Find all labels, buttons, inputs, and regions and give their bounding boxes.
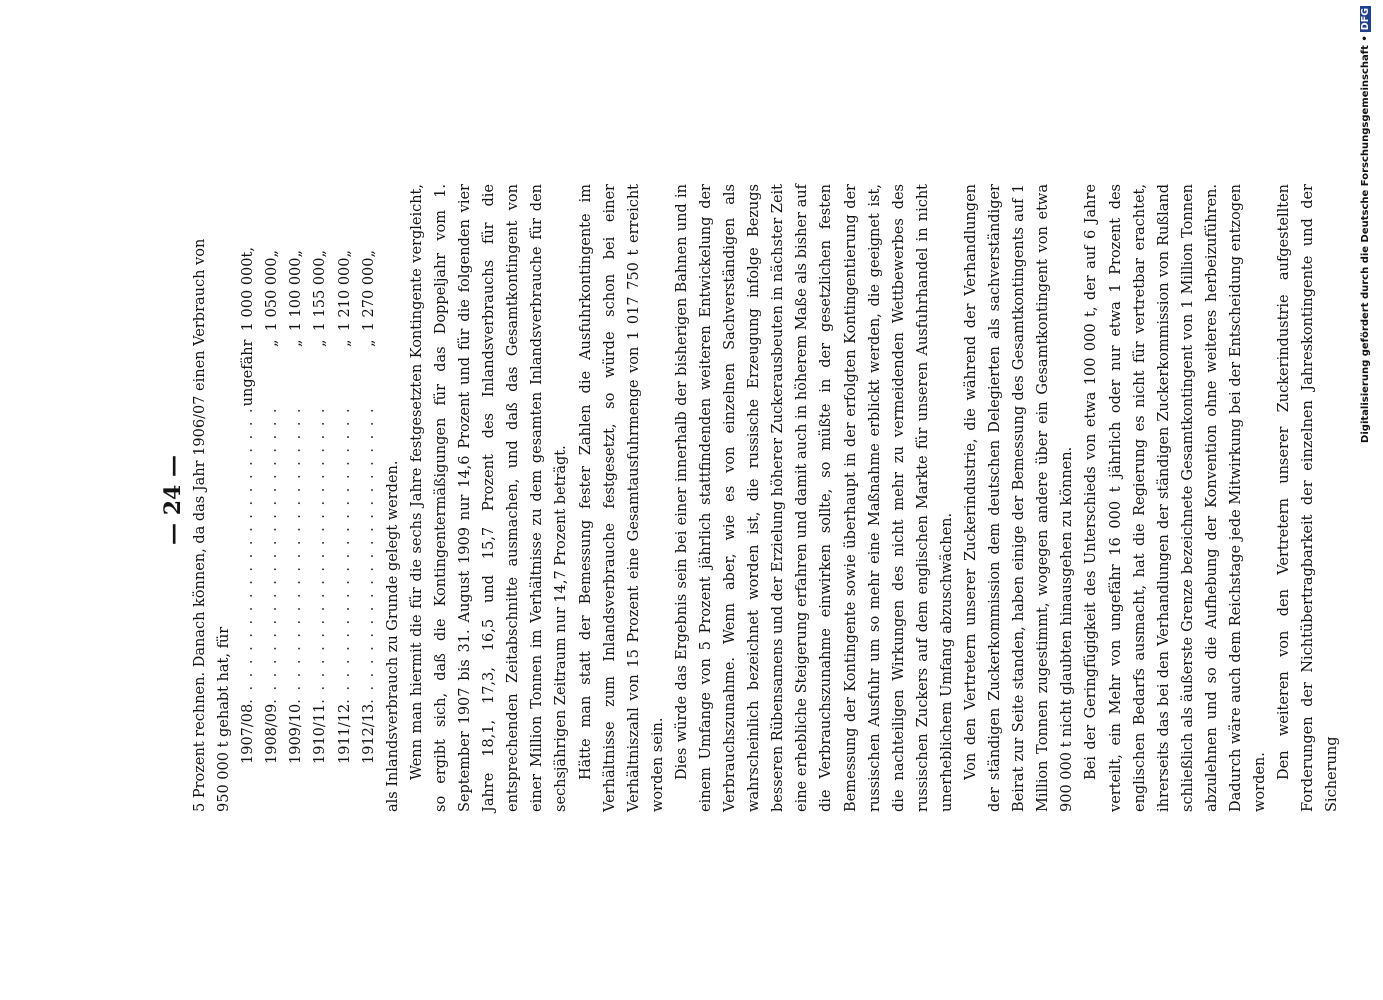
amount-unit: t,	[240, 247, 257, 258]
amount-value: 1 000 000	[240, 257, 257, 332]
consumption-row	[284, 247, 308, 764]
year: 1911/12	[336, 703, 353, 764]
amount-value: 1 050 000	[264, 257, 281, 332]
year: 1907/08	[240, 703, 257, 764]
paragraph-4: Von den Vertretern unserer Zuckerindustrie, die während der Verhandlungen der ständigen Zuckerkommission dem deutschen Delegierten als sachverständiger Beirat zur Seite standen, haben einige der Bemessung des Gesamtkontingents auf 1 Million Tonnen zugestimmt, wogegen andere über ein Gesamtkontingent von etwa 900 000 t nicht glaubten hinausgehen zu können.	[963, 184, 1076, 812]
intro-line-2: 950 000 t gehabt hat, für	[216, 626, 233, 812]
year: 1908/09	[264, 703, 281, 764]
amount-prefix: ungefähr	[240, 339, 257, 407]
page-number: — 24 —	[160, 455, 186, 545]
amount-unit: „	[336, 249, 353, 258]
after-table-line: als Inlandsverbrauch zu Grunde gelegt werden.	[384, 460, 401, 812]
intro-line-1: 5 Prozent rechnen. Danach können, da das Jahr 1906/07 einen Verbrauch von	[192, 238, 208, 812]
amount-unit: „	[312, 249, 329, 258]
amount-prefix: „	[288, 339, 305, 348]
amount-unit: „	[264, 249, 281, 258]
paragraph-6: Den weiteren von den Vertretern unserer Zuckerindustrie aufgestellten Forderungen der Nichtübertragbarkeit der einzelnen Jahreskontingente und der Sicherung	[1276, 184, 1341, 812]
leader-dots: . . . . . . . . . . . . . . . . . . . . . . .	[360, 406, 377, 704]
leader-dots: . . . . . . . . . . . . . . . . . . . . . . .	[336, 406, 353, 704]
consumption-row	[333, 247, 357, 764]
amount-unit: „	[360, 249, 377, 258]
year: 1912/13	[360, 703, 377, 764]
leader-dots: . . . . . . . . . . . . . . . . . . . . . . .	[312, 406, 329, 704]
dfg-logo: DFG	[1360, 8, 1371, 31]
year: 1910/11	[312, 703, 329, 764]
paragraph-1: Wenn man hiermit die für die sechs Jahre festgesetzten Kontingente vergleicht, so ergibt sich, daß die Kontingentermäßigungen für das Doppeljahr vom 1. September 1907 bis 31. August 1909 nur 14,6 Prozent und für die folgenden vier Jahre 18,1, 17,3, 16,5 und 15,7 Prozent des Inlandsverbrauchs für die entsprechenden Zeitabschnitte ausmachen, und daß das Gesamtkontingent von einer Million Tonnen im Verhältnisse zu dem gesamten Inlandsverbrauche für den sechsjährigen Zeitraum nur 14,7 Prozent beträgt.	[408, 184, 570, 812]
leader-dots: . . . . . . . . . . . . . . . . . . . . . . .	[264, 406, 281, 704]
amount-prefix: „	[336, 339, 353, 348]
amount-unit: „	[288, 249, 305, 258]
document-body	[188, 184, 1345, 812]
paragraph-3: Dies würde das Ergebnis sein bei einer innerhalb der bisherigen Bahnen und in einem Umfange von 5 Prozent jährlich stattfindenden weiteren Entwickelung der Verbrauchszunahme. Wenn aber, wie es von einzelnen Sachverständigen als wahrscheinlich bezeichnet worden ist, die russische Erzeugung infolge Bezugs besseren Rübensamens und der Erzielung höherer Zuckerausbeuten in nächster Zeit eine erhebliche Steigerung erfahren und damit auch in höherem Maße als bisher auf die Verbrauchszunahme einwirken sollte, so müßte in der gesetzlichen festen Bemessung der Kontingente sowie überhaupt in der erfolgten Kontingentierung der russischen Ausfuhr um so mehr eine Maßnahme erblickt werden, die geeignet ist, die nachteiligen Wirkungen des nicht mehr zu vermeidenden Wettbewerbes des russischen Zuckers auf dem englischen Markte für unseren Ausfuhrhandel in nicht unerheblichem Umfang abzuschwächen.	[673, 184, 955, 812]
funding-note: Digitalisierung gefördert durch die Deutsche Forschungsgemeinschaft •	[1360, 35, 1371, 443]
amount-prefix: „	[264, 339, 281, 348]
consumption-row	[308, 247, 332, 764]
consumption-table	[236, 247, 381, 764]
leader-dots: . . . . . . . . . . . . . . . . . . . . . . .	[240, 406, 257, 704]
paragraph-2: Hätte man statt der Bemessung fester Zahlen die Ausfuhrkontingente im Verhältnisse zum Inlandsverbrauche festgesetzt, so würde schon bei einer Verhältniszahl von 15 Prozent eine Gesamtausfuhrmenge von 1 017 750 t erreicht worden sein.	[577, 184, 666, 812]
amount-value: 1 100 000	[288, 257, 305, 332]
consumption-row	[357, 247, 381, 764]
amount-prefix: „	[312, 339, 329, 348]
year: 1909/10	[288, 703, 305, 764]
amount-value: 1 210 000	[336, 257, 353, 332]
amount-value: 1 270 000	[360, 257, 377, 332]
amount-value: 1 155 000	[312, 257, 329, 332]
leader-dots: . . . . . . . . . . . . . . . . . . . . . . .	[288, 406, 305, 704]
paragraph-5: Bei der Geringfügigkeit des Unterschieds von etwa 100 000 t, der auf 6 Jahre verteilt, ein Mehr von ungefähr 16 000 t jährlich oder nur etwa 1 Prozent des englischen Bedarfs ausmacht, hat die Regierung es nicht für vertretbar erachtet, ihrerseits das bei den Verhandlungen der ständigen Zuckerkommission von Rußland schließlich als äußerste Grenze bezeichnete Gesamtkontingent von 1 Million Tonnen abzulehnen und so die Aufhebung der Konvention ohne weiteres herbeizuführen. Dadurch wäre auch dem Reichstage jede Mitwirkung bei der Entscheidung entzogen worden.	[1083, 184, 1269, 812]
consumption-row	[236, 247, 260, 764]
amount-prefix: „	[360, 339, 377, 348]
consumption-row	[260, 247, 284, 764]
funding-footer	[1360, 0, 1371, 1000]
